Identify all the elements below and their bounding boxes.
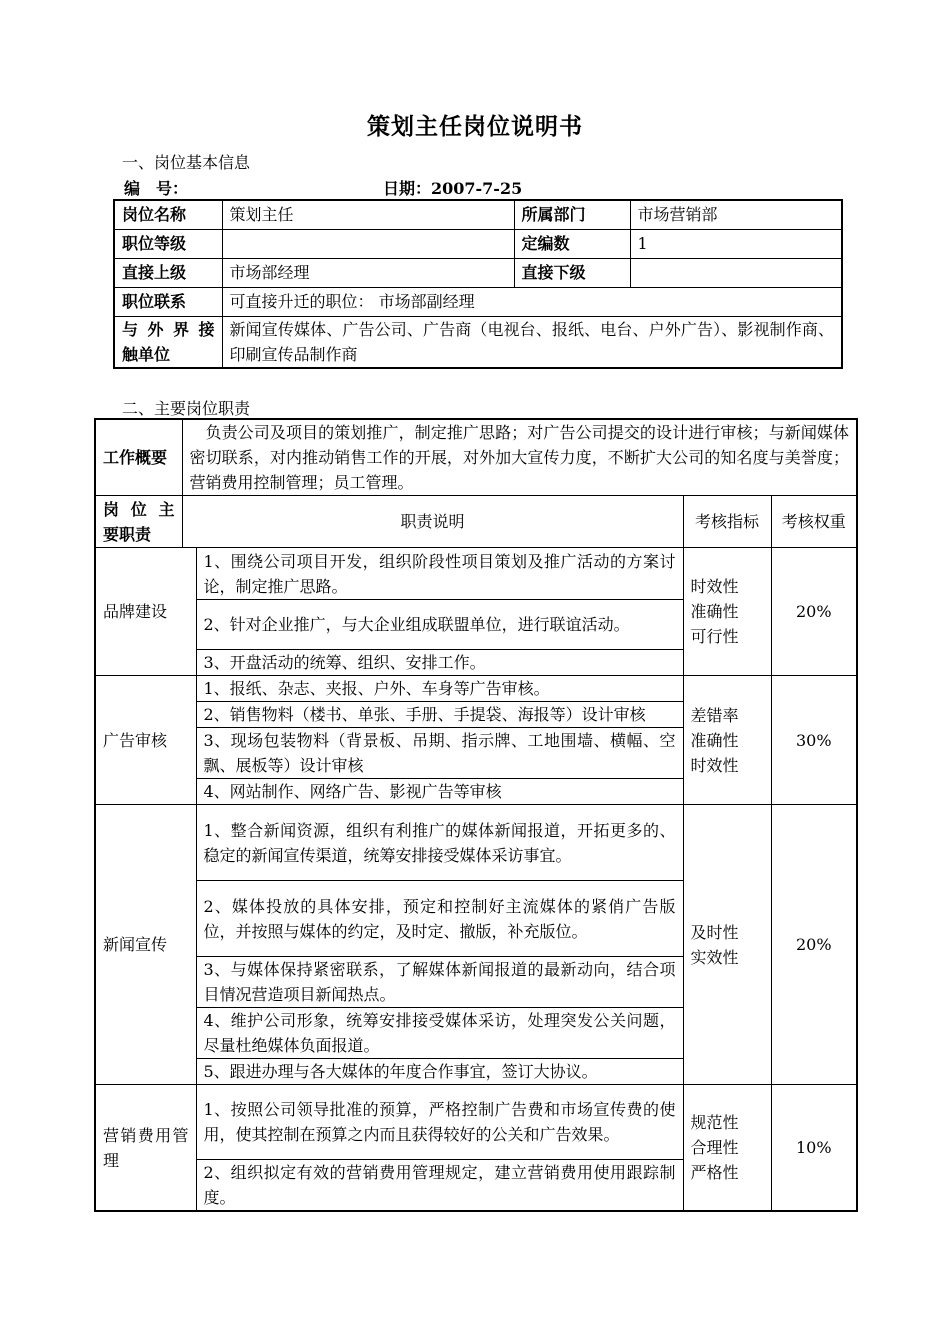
duty-indicators: 规范性 合理性 严格性 xyxy=(683,1085,771,1212)
position-name-value: 策划主任 xyxy=(222,200,514,229)
duty-weight: 20% xyxy=(771,805,857,1085)
table-row xyxy=(114,316,842,368)
duty-item: 3、现场包装物料（背景板、吊期、指示牌、工地围墙、横幅、空飘、展板等）设计审核 xyxy=(196,728,683,779)
overview-text: 负责公司及项目的策划推广，制定推广思路；对广告公司提交的设计进行审核；与新闻媒体密切联系，对内推动销售工作的开展，对外加大宣传力度，不断扩大公司的知名度与美誉度；营销费用控制管理；员工管理。 xyxy=(182,419,857,496)
relation-value: 可直接升迁的职位： 市场部副经理 xyxy=(222,287,842,316)
duty-item: 2、销售物料（楼书、单张、手册、手提袋、海报等）设计审核 xyxy=(196,702,683,728)
department-label: 所属部门 xyxy=(514,200,630,229)
duty-area: 品牌建设 xyxy=(95,548,196,676)
duty-item: 4、维护公司形象，统筹安排接受媒体采访，处理突发公关问题，尽量杜绝媒体负面报道。 xyxy=(196,1008,683,1059)
duty-indicators: 时效性 准确性 可行性 xyxy=(683,548,771,676)
duty-item: 2、针对企业推广，与大企业组成联盟单位，进行联谊活动。 xyxy=(196,600,683,650)
table-row xyxy=(95,805,857,881)
duty-area: 广告审核 xyxy=(95,676,196,805)
headcount-label: 定编数 xyxy=(514,229,630,258)
duty-item: 2、组织拟定有效的营销费用管理规定，建立营销费用使用跟踪制度。 xyxy=(196,1160,683,1212)
duty-area: 新闻宣传 xyxy=(95,805,196,1085)
table-row xyxy=(114,200,842,229)
table-row xyxy=(114,287,842,316)
superior-label: 直接上级 xyxy=(114,258,222,287)
subordinate-value xyxy=(630,258,842,287)
grade-label: 职位等级 xyxy=(114,229,222,258)
duty-header-area: 岗 位 主要职责 xyxy=(95,496,182,548)
table-row xyxy=(95,419,857,496)
table-row xyxy=(114,229,842,258)
duties-table xyxy=(94,418,858,1212)
duty-header-weight: 考核权重 xyxy=(771,496,857,548)
duty-indicators: 及时性 实效性 xyxy=(683,805,771,1085)
headcount-value: 1 xyxy=(630,229,842,258)
duty-weight: 30% xyxy=(771,676,857,805)
document-title: 策划主任岗位说明书 xyxy=(367,113,583,140)
overview-label: 工作概要 xyxy=(95,419,182,496)
duty-item: 3、与媒体保持紧密联系，了解媒体新闻报道的最新动向，结合项目情况营造项目新闻热点。 xyxy=(196,957,683,1008)
table-row xyxy=(95,496,857,548)
duty-item: 3、开盘活动的统筹、组织、安排工作。 xyxy=(196,650,683,676)
external-contact-value: 新闻宣传媒体、广告公司、广告商（电视台、报纸、电台、户外广告）、影视制作商、印刷宣传品制作商 xyxy=(222,316,842,368)
table-row xyxy=(95,1085,857,1160)
duty-item: 1、整合新闻资源，组织有利推广的媒体新闻报道，开拓更多的、稳定的新闻宣传渠道，统筹安排接受媒体采访事宜。 xyxy=(196,805,683,881)
date-label: 日期：2007-7-25 xyxy=(383,179,523,198)
duty-weight: 10% xyxy=(771,1085,857,1212)
superior-value: 市场部经理 xyxy=(222,258,514,287)
duty-item: 1、围绕公司项目开发，组织阶段性项目策划及推广活动的方案讨论，制定推广思路。 xyxy=(196,548,683,600)
duty-weight: 20% xyxy=(771,548,857,676)
duty-item: 5、跟进办理与各大媒体的年度合作事宜，签订大协议。 xyxy=(196,1059,683,1085)
section-basic-info-heading: 一、岗位基本信息 xyxy=(122,153,251,172)
position-name-label: 岗位名称 xyxy=(114,200,222,229)
number-label: 编 号： xyxy=(124,179,189,198)
duty-item: 1、按照公司领导批准的预算，严格控制广告费和市场宣传费的使用，使其控制在预算之内而且获得较好的公关和广告效果。 xyxy=(196,1085,683,1160)
duty-header-indicators: 考核指标 xyxy=(683,496,771,548)
grade-value xyxy=(222,229,514,258)
section-duties-heading: 二、主要岗位职责 xyxy=(122,399,251,418)
relation-label: 职位联系 xyxy=(114,287,222,316)
duty-item: 2、媒体投放的具体安排，预定和控制好主流媒体的紧俏广告版位，并按照与媒体的约定，及时定、撤版，补充版位。 xyxy=(196,881,683,957)
table-row xyxy=(95,548,857,600)
subordinate-label: 直接下级 xyxy=(514,258,630,287)
duty-item: 1、报纸、杂志、夹报、户外、车身等广告审核。 xyxy=(196,676,683,702)
duty-indicators: 差错率 准确性 时效性 xyxy=(683,676,771,805)
basic-info-table xyxy=(113,199,843,369)
table-row xyxy=(95,676,857,702)
table-row xyxy=(114,258,842,287)
duty-item: 4、网站制作、网络广告、影视广告等审核 xyxy=(196,779,683,805)
external-contact-label: 与 外 界 接 触单位 xyxy=(114,316,222,368)
duty-area: 营销费用管理 xyxy=(95,1085,196,1212)
duty-header-description: 职责说明 xyxy=(182,496,683,548)
department-value: 市场营销部 xyxy=(630,200,842,229)
